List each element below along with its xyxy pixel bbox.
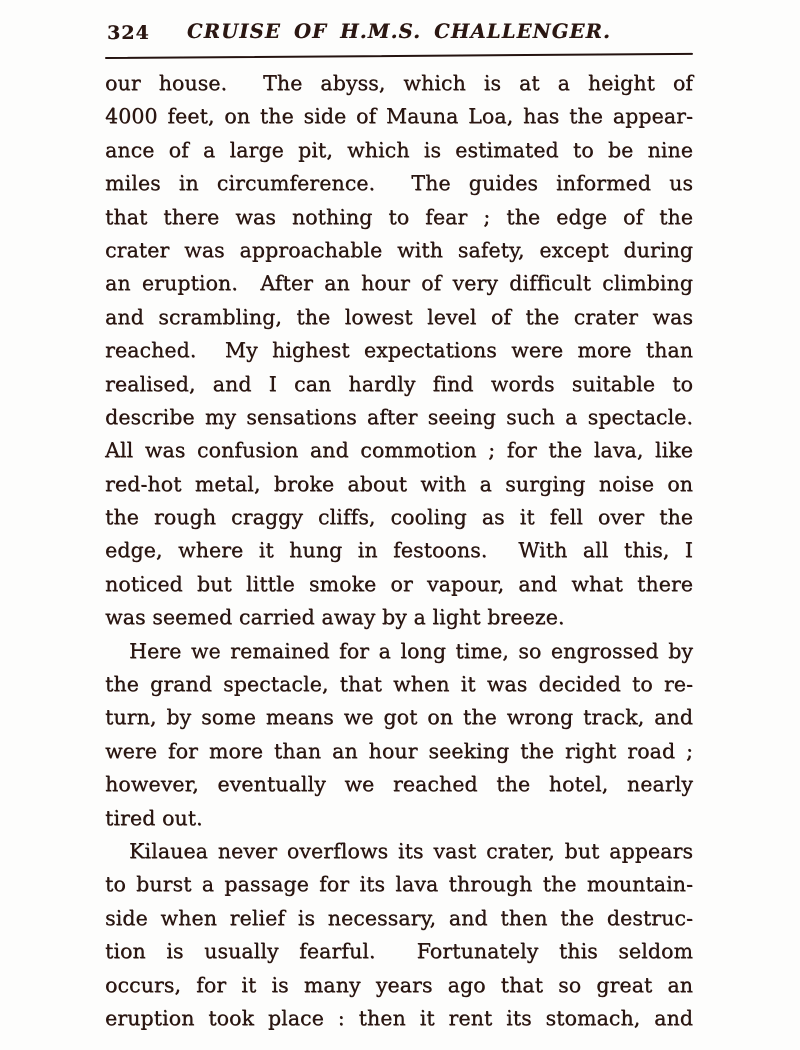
text-line: ance of a large pit, which is estimated to be nine — [105, 137, 693, 162]
text-line: realised, and I can hardly find words suitable to — [105, 371, 693, 396]
running-title: CRUISE OF H.M.S. CHALLENGER. — [186, 20, 612, 43]
text-line: side when relief is necessary, and then the destruc- — [105, 905, 693, 930]
text-line: were for more than an hour seeking the right road ; — [105, 738, 693, 763]
text-line: however, eventually we reached the hotel, nearly — [105, 772, 693, 797]
page-number: 324 — [107, 22, 150, 44]
text-line: tion is usually fearful. Fortunately this seldom — [105, 939, 693, 964]
text-line: Kilauea never overflows its vast crater, but appears — [129, 838, 693, 863]
text-line: 4000 feet, on the side of Mauna Loa, has the appear- — [105, 104, 693, 129]
text-line: turn, by some means we got on the wrong track, and — [105, 705, 693, 730]
text-line: reached. My highest expectations were more than — [105, 338, 693, 363]
text-line: describe my sensations after seeing such a spectacle. — [105, 404, 693, 429]
text-line: that there was nothing to fear ; the edge of the — [105, 204, 693, 229]
text-line: miles in circumference. The guides informed us — [105, 171, 693, 196]
text-line: and scrambling, the lowest level of the crater was — [105, 304, 693, 329]
text-line: Here we remained for a long time, so engrossed by — [129, 638, 693, 663]
page-body-text — [105, 67, 693, 1035]
text-line: our house. The abyss, which is at a height of — [105, 71, 693, 95]
text-line: noticed but little smoke or vapour, and what there — [105, 571, 693, 596]
text-line: All was confusion and commotion ; for the lava, like — [105, 438, 693, 463]
text-line: crater was approachable with safety, except during — [105, 237, 693, 262]
text-line: the rough craggy cliffs, cooling as it fell over the — [105, 505, 693, 530]
text-line: edge, where it hung in festoons. With all this, I — [105, 538, 693, 563]
header-rule — [105, 53, 693, 59]
text-line: occurs, for it is many years ago that so great an — [105, 972, 693, 997]
text-line: tired out. — [105, 805, 203, 830]
text-line: red-hot metal, broke about with a surging noise on — [105, 471, 693, 496]
text-line: the grand spectacle, that when it was decided to re- — [105, 672, 693, 697]
running-header — [105, 20, 693, 48]
text-line: was seemed carried away by a light breeze. — [105, 605, 565, 630]
text-line: an eruption. After an hour of very difficult climbing — [105, 271, 693, 296]
text-line: eruption took place : then it rent its stomach, and — [105, 1005, 693, 1030]
text-line: to burst a passage for its lava through the mountain- — [105, 872, 693, 897]
